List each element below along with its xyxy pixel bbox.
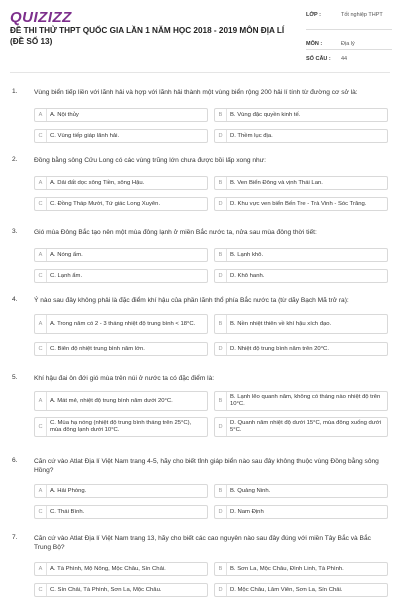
question-number: 7.: [12, 534, 18, 541]
question-text: Khí hậu đai ôn đới gió mùa trên núi ở nước ta có đặc điểm là:: [34, 375, 215, 382]
option-text: A. Trong năm có 2 - 3 tháng nhiệt độ trung bình < 18°C.: [50, 320, 196, 327]
option-a[interactable]: [34, 248, 208, 262]
option-letter: A: [35, 177, 47, 189]
option-letter: C: [35, 343, 47, 355]
option-d[interactable]: [214, 342, 388, 356]
option-letter: C: [35, 198, 47, 210]
question-text: Vùng biển tiếp liền với lãnh hải và hợp với lãnh hải thành một vùng biển rộng 200 hải lí tính từ đường cơ sở là:: [34, 89, 358, 96]
option-letter: B: [215, 109, 227, 121]
option-letter: D: [215, 506, 227, 518]
option-text: D. Khu vực ven biển Bến Tre - Trà Vinh - Sóc Trăng.: [230, 200, 367, 207]
option-c[interactable]: [34, 583, 208, 597]
option-letter: D: [215, 130, 227, 142]
option-letter: C: [35, 418, 47, 436]
question-text: Ý nào sau đây không phải là đặc điểm khí hậu của phần lãnh thổ phía Bắc nước ta (từ dãy Bạch Mã trở ra):: [34, 297, 349, 304]
meta-label-count: SỐ CÂU :: [306, 56, 331, 62]
question-text: Đồng bằng sông Cửu Long có các vùng trũng lớn chưa được bồi lấp xong như:: [34, 157, 266, 164]
worksheet-header: [0, 0, 400, 68]
option-b[interactable]: [214, 562, 388, 576]
option-b[interactable]: [214, 248, 388, 262]
option-letter: C: [35, 130, 47, 142]
option-b[interactable]: [214, 108, 388, 122]
question-number: 4.: [12, 296, 18, 303]
option-letter: A: [35, 392, 47, 410]
option-text: D. Mộc Châu, Lâm Viên, Sơn La, Sín Chải.: [230, 586, 343, 593]
option-letter: B: [215, 392, 227, 410]
option-a[interactable]: [34, 562, 208, 576]
meta-label-class: LỚP :: [306, 12, 321, 18]
option-letter: D: [215, 418, 227, 436]
option-d[interactable]: [214, 505, 388, 519]
option-c[interactable]: [34, 342, 208, 356]
option-letter: D: [215, 584, 227, 596]
option-text: C. Đồng Tháp Mười, Tứ giác Long Xuyên.: [50, 200, 161, 207]
meta-value-class: Tốt nghiệp THPT: [341, 12, 383, 18]
option-text: B. Quảng Ninh.: [230, 487, 271, 494]
option-letter: B: [215, 249, 227, 261]
worksheet-title: ĐỀ THI THỬ THPT QUỐC GIA LẦN 1 NĂM HỌC 2018 - 2019 MÔN ĐỊA LÍ (ĐỀ SỐ 13): [10, 26, 285, 46]
option-letter: A: [35, 485, 47, 497]
option-text: A. Dải đất dọc sông Tiền, sông Hậu.: [50, 179, 145, 186]
meta-row-class: [306, 10, 392, 30]
option-letter: C: [35, 270, 47, 282]
question-number: 2.: [12, 156, 18, 163]
option-a[interactable]: [34, 484, 208, 498]
option-text: C. Sín Chải, Tà Phình, Sơn La, Mộc Châu.: [50, 586, 162, 593]
meta-value-subject: Địa lý: [341, 41, 355, 47]
option-letter: D: [215, 270, 227, 282]
option-text: B. Sơn La, Mộc Châu, Đình Linh, Tà Phình.: [230, 565, 344, 572]
option-text: A. Nóng ẩm.: [50, 251, 83, 258]
option-text: A. Mát mẻ, nhiệt độ trung bình năm dưới 20°C.: [50, 397, 173, 404]
option-text: C. Mùa hạ nóng (nhiệt độ trung bình tháng trên 25°C), mùa đông lạnh dưới 10°C.: [50, 420, 192, 433]
option-letter: B: [215, 315, 227, 333]
option-text: A. Nội thủy: [50, 111, 79, 118]
option-c[interactable]: [34, 197, 208, 211]
option-b[interactable]: [214, 176, 388, 190]
option-letter: B: [215, 177, 227, 189]
option-text: A. Hải Phòng.: [50, 487, 87, 494]
option-letter: C: [35, 584, 47, 596]
meta-label-subject: MÔN :: [306, 41, 323, 47]
option-text: C. Thái Bình.: [50, 508, 85, 515]
option-letter: A: [35, 249, 47, 261]
option-text: D. Thềm lục địa.: [230, 132, 273, 139]
question-number: 1.: [12, 88, 18, 95]
option-text: B. Lạnh lẽo quanh năm, không có tháng nào nhiệt độ trên 10°C.: [230, 394, 381, 407]
option-text: B. Ven Biển Đông và vịnh Thái Lan.: [230, 179, 323, 186]
question-number: 3.: [12, 228, 18, 235]
option-a[interactable]: [34, 314, 208, 334]
option-text: D. Nam Định: [230, 508, 264, 515]
meta-value-count: 44: [341, 56, 348, 62]
option-text: C. Biên độ nhiệt trung bình năm lớn.: [50, 345, 145, 352]
question-number: 5.: [12, 374, 18, 381]
option-a[interactable]: [34, 391, 208, 411]
option-c[interactable]: [34, 505, 208, 519]
question-number: 6.: [12, 457, 18, 464]
meta-row-subject: [306, 31, 392, 50]
question-text: Căn cứ vào Atlat Địa lí Việt Nam trang 4-5, hãy cho biết tỉnh giáp biển nào sau đây không thuộc vùng Đồng bằng sông Hồng?: [34, 458, 379, 474]
option-b[interactable]: [214, 314, 388, 334]
option-letter: A: [35, 315, 47, 333]
option-letter: D: [215, 343, 227, 355]
option-c[interactable]: [34, 269, 208, 283]
option-letter: C: [35, 506, 47, 518]
option-c[interactable]: [34, 129, 208, 143]
option-b[interactable]: [214, 484, 388, 498]
meta-row-count: [306, 51, 392, 65]
option-text: C. Vùng tiếp giáp lãnh hải.: [50, 132, 120, 139]
option-a[interactable]: [34, 108, 208, 122]
option-c[interactable]: [34, 417, 208, 437]
option-d[interactable]: [214, 197, 388, 211]
quizizz-logo: QUIZIZZ: [10, 9, 72, 26]
option-d[interactable]: [214, 583, 388, 597]
option-d[interactable]: [214, 269, 388, 283]
option-letter: A: [35, 563, 47, 575]
option-letter: D: [215, 198, 227, 210]
option-d[interactable]: [214, 129, 388, 143]
option-letter: B: [215, 563, 227, 575]
option-text: D. Khô hanh.: [230, 272, 265, 279]
question-text: Căn cứ vào Atlat Địa lí Việt Nam trang 13, hãy cho biết các cao nguyên nào sau đây đúng với miền Tây Bắc và Bắc Trung Bộ?: [34, 535, 371, 551]
option-b[interactable]: [214, 391, 388, 411]
header-divider: [10, 72, 390, 73]
option-text: D. Nhiệt độ trung bình năm trên 20°C.: [230, 345, 329, 352]
option-text: C. Lạnh ẩm.: [50, 272, 83, 279]
option-a[interactable]: [34, 176, 208, 190]
option-text: B. Nền nhiệt thiên về khí hậu xích đạo.: [230, 320, 332, 327]
option-letter: A: [35, 109, 47, 121]
option-text: A. Tà Phình, Mộ Nông, Mộc Châu, Sín Chải.: [50, 565, 166, 572]
option-d[interactable]: [214, 417, 388, 437]
option-text: B. Lạnh khô.: [230, 251, 264, 258]
option-text: B. Vùng đặc quyền kinh tế.: [230, 111, 301, 118]
question-text: Gió mùa Đông Bắc tạo nên một mùa đông lạnh ở miền Bắc nước ta, nửa sau mùa đông thời tiết:: [34, 229, 317, 236]
option-text: D. Quanh năm nhiệt độ dưới 15°C, mùa đông xuống dưới 5°C.: [230, 420, 381, 433]
option-letter: B: [215, 485, 227, 497]
